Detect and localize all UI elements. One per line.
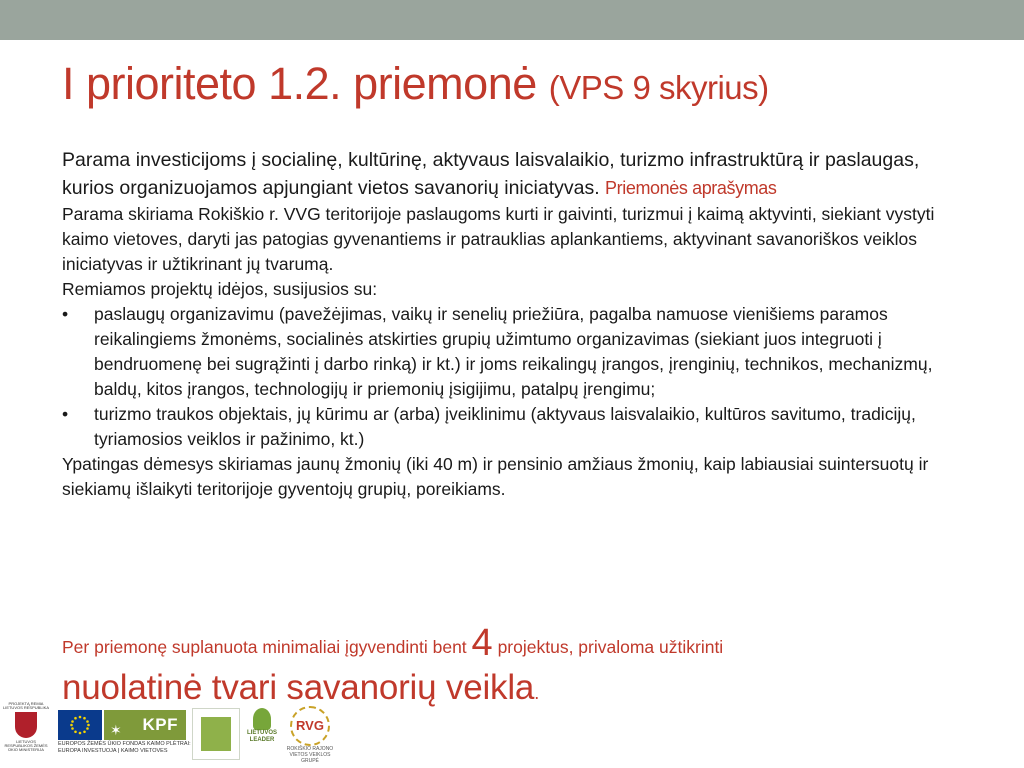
kpf-logo — [104, 710, 186, 740]
rvg-text: ROKIŠKIO RAJONO VIETOS VEIKLOS GRUPĖ — [286, 746, 334, 764]
bullet-icon: • — [62, 404, 69, 424]
list-item — [62, 402, 962, 452]
lithuania-coat-of-arms-logo — [2, 702, 50, 762]
leader-logo — [192, 708, 240, 760]
eu-flag-icon — [58, 710, 102, 740]
coat-bottom-text: LIETUVOS RESPUBLIKOS ŽEMĖS ŪKIO MINISTERIJA — [4, 739, 48, 752]
plan-period: . — [534, 683, 540, 703]
ideas-list — [62, 302, 962, 452]
leader-mark-icon — [201, 717, 231, 751]
slide-body — [62, 146, 962, 502]
description-paragraph: Parama skiriama Rokiškio r. VVG teritorijoje paslaugoms kurti ir gaivinti, turizmui į kaimą aktyvinti, siekiant vystyti kaimo vietoves, daryti jas patogias gyvenantiems ir patrauklias aplankantiems, aktyvinant savanoriškos veiklos iniciatyvas ir užtikrinant jų tvarumą. — [62, 204, 935, 274]
plan-number: 4 — [471, 622, 493, 664]
leaf-icon — [253, 708, 271, 730]
bullet-icon: • — [62, 304, 69, 324]
ideas-intro: Remiamos projektų idėjos, susijusios su: — [62, 279, 378, 299]
rvg-logo — [284, 706, 336, 764]
shield-icon — [15, 712, 37, 738]
list-item-text: paslaugų organizavimu (pavežėjimas, vaikų ir senelių priežiūra, pagalba namuose vienišiems paramos reikalingiems žmonėms, socialinės atskirties grupių užimtumo organizavimas (siekiant juos integruoti į bendruomenę bei sugrąžinti į darbo rinką) ir kt.) ir joms reikalingų įrangos, įrenginių, technikos, mechanizmų, baldų, kitos įrangos, technologijų ir priemonių įsigijimu, patalpų įrengimu; — [94, 304, 933, 399]
eu-fund-line2: EUROPA INVESTUOJA Į KAIMO VIETOVES — [58, 748, 168, 754]
wheat-icon: ✶ — [110, 722, 123, 738]
eu-fund-line1: EUROPOS ŽEMĖS ŪKIO FONDAS KAIMO PLĖTRAI: — [58, 741, 191, 747]
rvg-mark: RVG — [290, 706, 330, 746]
sponsor-logos — [0, 700, 340, 768]
slide-title — [62, 58, 769, 110]
eu-fund-caption — [58, 741, 198, 755]
plan-before: Per priemonę suplanuota minimaliai įgyvendinti bent — [62, 637, 467, 657]
lietuvos-leader-text: LIETUVOS LEADER — [246, 730, 277, 743]
title-sub: (VPS 9 skyrius) — [548, 69, 769, 106]
attention-paragraph: Ypatingas dėmesys skiriamas jaunų žmonių (iki 40 m) ir pensinio amžiaus žmonių, kaip labiausiai suintersuotų ir siekiamų išlaikyti teritorijoje gyventojų grupių, poreikiams. — [62, 454, 929, 499]
coat-text: PROJEKTĄ REMIA LIETUVOS RESPUBLIKA — [2, 701, 49, 710]
measure-description-link[interactable]: Priemonės aprašymas — [605, 178, 777, 198]
title-main: I prioriteto 1.2. priemonė — [62, 58, 537, 109]
plan-line — [62, 622, 962, 665]
intro-paragraph — [62, 146, 962, 202]
list-item — [62, 302, 962, 402]
plan-big-text: nuolatinė tvari savanorių veikla — [62, 668, 535, 707]
list-item-text: turizmo traukos objektais, jų kūrimu ar (arba) įveiklinimu (aktyvaus laisvalaikio, kultūros savitumo, tradicijų, tyriamosios veiklos ir pažinimo, kt.) — [94, 404, 916, 449]
top-bar — [0, 0, 1024, 40]
plan-after: projektus, privaloma užtikrinti — [497, 637, 724, 657]
intro-text: Parama investicijoms į socialinę, kultūrinę, aktyvaus laisvalaikio, turizmo infrastruktūrą ir paslaugas, kurios organizuojamos apjungiant vietos savanorių iniciatyvas. — [62, 149, 920, 199]
lietuvos-leader-logo — [244, 708, 280, 760]
kpf-text: KPF — [142, 715, 178, 734]
